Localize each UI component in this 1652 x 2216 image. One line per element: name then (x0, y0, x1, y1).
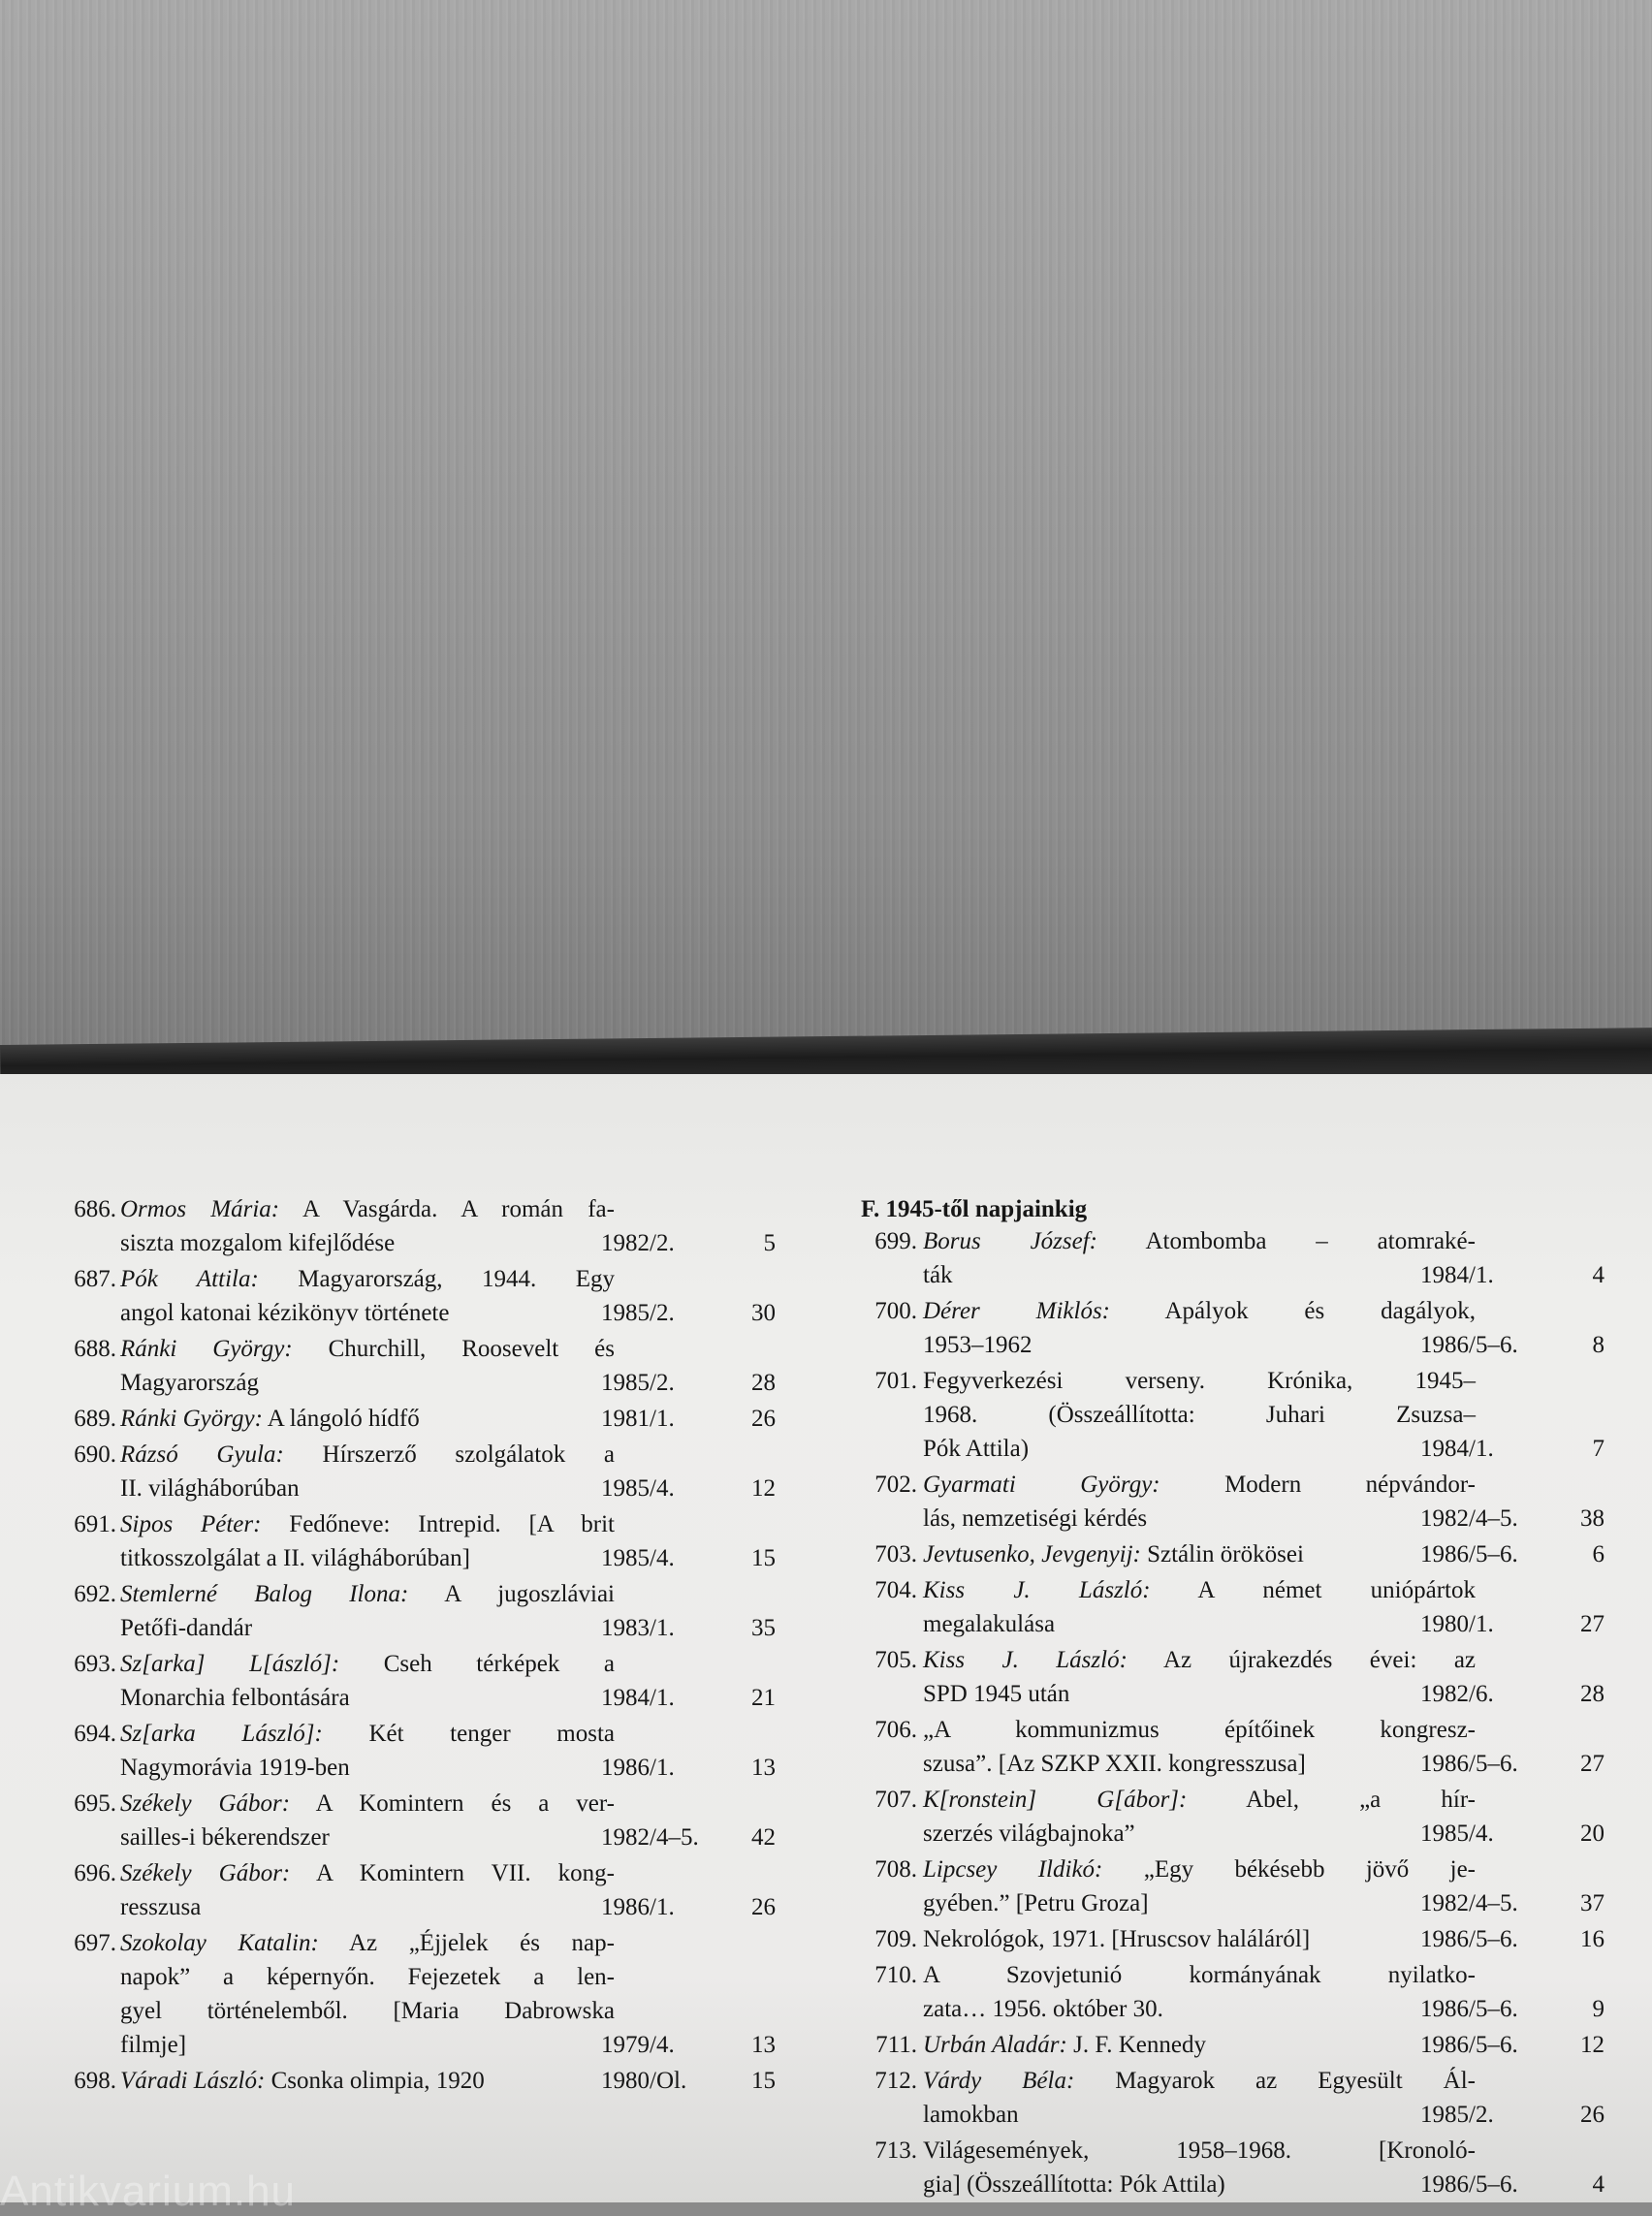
entry-number: 690. (74, 1441, 116, 1468)
entry-title-line: A Szovjetunió kormányának nyilatko- (923, 1962, 1476, 1988)
entry-title-line: megalakulása (923, 1611, 1056, 1637)
bibliography-entry (853, 1573, 1629, 1641)
watermark-text: Antikvarium.hu (0, 2168, 297, 2215)
entry-page: 12 (1580, 2032, 1604, 2058)
entry-page: 6 (1592, 1541, 1604, 1567)
entry-title-line: Apályok és dagályok, (1110, 1298, 1476, 1324)
right-column (853, 1192, 1629, 2203)
entry-title-line: Csonka olimpia, 1920 (265, 2068, 485, 2094)
entry-number: 698. (74, 2068, 116, 2094)
entry-author: Ránki György: (120, 1406, 263, 1432)
left-column (39, 1192, 795, 2100)
entry-author: Borus József: (923, 1228, 1097, 1254)
bibliography-entry (853, 1783, 1629, 1851)
entry-issue: 1982/2. (601, 1230, 675, 1256)
entry-page: 38 (1580, 1505, 1604, 1532)
bibliography-entry (39, 1647, 795, 1715)
entry-number: 691. (74, 1511, 116, 1537)
entry-number: 700. (874, 1298, 917, 1324)
entry-title-line: Sztálin örökösei (1140, 1541, 1304, 1567)
entry-number: 699. (874, 1228, 917, 1254)
entry-issue: 1985/4. (1420, 1820, 1494, 1847)
entry-author: Pók Attila: (120, 1266, 259, 1292)
bibliography-entry (853, 1468, 1629, 1535)
entry-page: 30 (751, 1300, 776, 1326)
entry-issue: 1980/Ol. (601, 2068, 687, 2094)
entry-number: 687. (74, 1266, 116, 1292)
entry-issue: 1982/4–5. (1420, 1890, 1518, 1916)
entry-author: Rázsó Gyula: (120, 1441, 284, 1468)
entry-issue: 1986/5–6. (1420, 1926, 1518, 1952)
entry-title-line: A Komintern és a ver- (290, 1790, 615, 1817)
bibliography-entry (39, 1332, 795, 1400)
entry-title-line: A német uniópártok (1150, 1577, 1476, 1603)
entry-title-line: resszusa (120, 1894, 202, 1920)
entry-number: 708. (874, 1856, 917, 1883)
entry-issue: 1984/1. (601, 1685, 675, 1711)
section-heading: F. 1945-től napjainkig (861, 1196, 1088, 1222)
entry-number: 697. (74, 1930, 116, 1956)
bibliography-entry (853, 2064, 1629, 2132)
entry-page: 16 (1580, 1926, 1604, 1952)
entry-issue: 1985/2. (601, 1370, 675, 1396)
entry-author: Székely Gábor: (120, 1860, 291, 1886)
entry-title-line: lamokban (923, 2102, 1019, 2128)
bibliography-entry (853, 1922, 1629, 1956)
bibliography-entry (39, 1856, 795, 1924)
entry-title-line: Petőfi-dandár (120, 1615, 253, 1641)
entry-title-line: Hírszerző szolgálatok a (283, 1441, 616, 1468)
entry-number: 711. (875, 2032, 917, 2058)
entry-page: 4 (1592, 2171, 1604, 2198)
entry-number: 696. (74, 1860, 116, 1886)
entry-number: 688. (74, 1336, 116, 1362)
entry-issue: 1984/1. (1420, 1262, 1494, 1288)
entry-page: 26 (751, 1894, 776, 1920)
bibliography-entry (39, 1262, 795, 1330)
entry-author: Váradi László: (120, 2068, 266, 2094)
entry-number: 695. (74, 1790, 116, 1817)
entry-title-line: ták (923, 1262, 953, 1288)
bibliography-entry (39, 1787, 795, 1854)
entry-issue: 1986/5–6. (1420, 1332, 1518, 1358)
entry-title-line: Nekrológok, 1971. [Hruscsov haláláról] (923, 1926, 1311, 1952)
entry-author: Szokolay Katalin: (120, 1930, 319, 1956)
entry-issue: 1986/5–6. (1420, 1541, 1518, 1567)
entry-issue: 1979/4. (601, 2032, 675, 2058)
entry-page: 26 (751, 1406, 776, 1432)
entry-number: 703. (874, 1541, 917, 1567)
entry-number: 707. (874, 1787, 917, 1813)
entry-issue: 1984/1. (1420, 1436, 1494, 1462)
entry-author: K[ronstein] G[ábor]: (923, 1787, 1188, 1813)
entry-page: 27 (1580, 1751, 1604, 1777)
entry-number: 689. (74, 1406, 116, 1432)
entry-page: 13 (751, 1755, 776, 1781)
entry-author: Sipos Péter: (120, 1511, 262, 1537)
entry-page: 13 (751, 2032, 776, 2058)
entry-number: 694. (74, 1721, 116, 1747)
entry-title-line: zata… 1956. október 30. (923, 1996, 1163, 2022)
bibliography-entry (853, 1537, 1629, 1571)
entry-title-line: SPD 1945 után (923, 1681, 1070, 1707)
entry-issue: 1985/4. (601, 1545, 675, 1571)
bibliography-entry (853, 1958, 1629, 2026)
entry-page: 15 (751, 2068, 776, 2094)
bibliography-entry (39, 1507, 795, 1575)
entry-number: 692. (74, 1581, 116, 1607)
entry-title-line: Magyarország, 1944. Egy (258, 1266, 615, 1292)
bibliography-entry (39, 1926, 795, 2062)
bibliography-entry (39, 1402, 795, 1436)
bibliography-entry (853, 1224, 1629, 1292)
entry-issue: 1985/2. (601, 1300, 675, 1326)
entry-title-line: gyében.” [Petru Groza] (923, 1890, 1149, 1916)
entry-page: 7 (1592, 1436, 1604, 1462)
entry-page: 9 (1592, 1996, 1604, 2022)
bibliography-entry (853, 1643, 1629, 1711)
entry-page: 20 (1580, 1820, 1604, 1847)
entry-number: 705. (874, 1647, 917, 1673)
entry-issue: 1986/1. (601, 1894, 675, 1920)
entry-issue: 1986/1. (601, 1755, 675, 1781)
entry-number: 706. (874, 1717, 917, 1743)
entry-author: Székely Gábor: (120, 1790, 291, 1817)
entry-title-line: Magyarország (120, 1370, 259, 1396)
entry-title-line: filmje] (120, 2032, 187, 2058)
entry-page: 27 (1580, 1611, 1604, 1637)
entry-title-line: Világesemények, 1958–1968. [Kronoló- (923, 2137, 1476, 2164)
bibliography-entry (853, 1852, 1629, 1920)
entry-issue: 1986/5–6. (1420, 1751, 1518, 1777)
entry-title-line: Az „Éjjelek és nap- (318, 1930, 615, 1956)
entry-title-line: „A kommunizmus építőinek kongresz- (923, 1717, 1476, 1743)
entry-title-line: Cseh térképek a (339, 1651, 616, 1677)
bibliography-entry (39, 1577, 795, 1645)
desk-surface (0, 0, 1652, 1076)
entry-page: 35 (751, 1615, 776, 1641)
entry-number: 686. (74, 1196, 116, 1222)
entry-page: 12 (751, 1475, 776, 1502)
entry-title-line: Két tenger mosta (322, 1721, 615, 1747)
bibliography-entry (853, 2134, 1629, 2201)
entry-author: Dérer Miklós: (923, 1298, 1110, 1324)
entry-title-line: napok” a képernyőn. Fejezetek a len- (120, 1964, 615, 1990)
entry-issue: 1986/5–6. (1420, 2171, 1518, 2198)
entry-title-line: „Egy békésebb jövő je- (1102, 1856, 1476, 1883)
entry-author: Gyarmati György: (923, 1472, 1160, 1498)
entry-page: 4 (1592, 1262, 1604, 1288)
entry-title-line: gyel történelemből. [Maria Dabrowska (120, 1998, 615, 2024)
bibliography-entry (853, 1294, 1629, 1362)
entry-number: 712. (874, 2068, 917, 2094)
entry-author: Ormos Mária: (120, 1196, 280, 1222)
entry-page: 28 (1580, 1681, 1604, 1707)
entry-title-line: J. F. Kennedy (1066, 2032, 1206, 2058)
entry-title-line: A Vasgárda. A román fa- (279, 1196, 615, 1222)
entry-author: Kiss J. László: (923, 1647, 1128, 1673)
entry-page: 21 (751, 1685, 776, 1711)
entry-issue: 1985/2. (1420, 2102, 1494, 2128)
entry-author: Urbán Aladár: (923, 2032, 1067, 2058)
entry-title-line: titkosszolgálat a II. világháborúban] (120, 1545, 470, 1571)
bibliography-entry (39, 1438, 795, 1505)
entry-title-line: Nagymorávia 1919-ben (120, 1755, 350, 1781)
entry-number: 709. (874, 1926, 917, 1952)
entry-title-line: Modern népvándor- (1160, 1472, 1476, 1498)
entry-author: Ránki György: (120, 1336, 293, 1362)
entry-number: 702. (874, 1472, 917, 1498)
entry-page: 26 (1580, 2102, 1604, 2128)
entry-issue: 1981/1. (601, 1406, 675, 1432)
entry-issue: 1986/5–6. (1420, 2032, 1518, 2058)
bibliography-entry (39, 1192, 795, 1260)
bibliography-entry (853, 1364, 1629, 1466)
entry-page: 37 (1580, 1890, 1604, 1916)
entry-title-line: A lángoló hídfő (262, 1406, 420, 1432)
book-page (0, 1074, 1652, 2202)
entry-title-line: 1968. (Összeállította: Juhari Zsuzsa– (923, 1402, 1476, 1428)
bibliography-entry (853, 1713, 1629, 1781)
bibliography-entry (853, 2028, 1629, 2062)
entry-title-line: szerzés világbajnoka” (923, 1820, 1135, 1847)
entry-title-line: szusa”. [Az SZKP XXII. kongresszusa] (923, 1751, 1306, 1777)
entry-author: Lipcsey Ildikó: (923, 1856, 1103, 1883)
entry-issue: 1986/5–6. (1420, 1996, 1518, 2022)
entry-issue: 1985/4. (601, 1475, 675, 1502)
entry-number: 710. (874, 1962, 917, 1988)
entry-title-line: Az újrakezdés évei: az (1127, 1647, 1477, 1673)
entry-title-line: II. világháborúban (120, 1475, 300, 1502)
entry-page: 5 (763, 1230, 776, 1256)
entry-title-line: A Komintern VII. kong- (290, 1860, 615, 1886)
entry-page: 8 (1592, 1332, 1604, 1358)
entry-issue: 1980/1. (1420, 1611, 1494, 1637)
entry-number: 693. (74, 1651, 116, 1677)
entry-title-line: Fegyverkezési verseny. Krónika, 1945– (923, 1368, 1476, 1394)
entry-title-line: sailles-i békerendszer (120, 1824, 330, 1851)
entry-title-line: Fedőneve: Intrepid. [A brit (261, 1511, 615, 1537)
entry-issue: 1982/4–5. (1420, 1505, 1518, 1532)
entry-title-line: Abel, „a hír- (1187, 1787, 1477, 1813)
entry-page: 42 (751, 1824, 776, 1851)
entry-author: Sz[arka] L[ászló]: (120, 1651, 340, 1677)
entry-author: Sz[arka László]: (120, 1721, 323, 1747)
entry-title-line: Churchill, Roosevelt és (292, 1336, 615, 1362)
entry-issue: 1982/6. (1420, 1681, 1494, 1707)
entry-title-line: lás, nemzetiségi kérdés (923, 1505, 1148, 1532)
entry-issue: 1982/4–5. (601, 1824, 699, 1851)
entry-title-line: angol katonai kézikönyv története (120, 1300, 450, 1326)
entry-issue: 1983/1. (601, 1615, 675, 1641)
entry-number: 713. (874, 2137, 917, 2164)
entry-title-line: A jugoszláviai (408, 1581, 615, 1607)
entry-author: Stemlerné Balog Ilona: (120, 1581, 409, 1607)
entry-number: 704. (874, 1577, 917, 1603)
entry-title-line: Magyarok az Egyesült Ál- (1074, 2068, 1476, 2094)
entry-author: Várdy Béla: (923, 2068, 1075, 2094)
entry-number: 701. (874, 1368, 917, 1394)
bibliography-entry (39, 2064, 795, 2098)
entry-title-line: siszta mozgalom kifejlődése (120, 1230, 396, 1256)
entry-author: Kiss J. László: (923, 1577, 1151, 1603)
entry-title-line: Monarchia felbontására (120, 1685, 350, 1711)
entry-author: Jevtusenko, Jevgenyij: (923, 1541, 1141, 1567)
bibliography-entry (39, 1717, 795, 1785)
entry-title-line: Pók Attila) (923, 1436, 1030, 1462)
entry-page: 15 (751, 1545, 776, 1571)
entry-title-line: Atombomba – atomraké- (1097, 1228, 1476, 1254)
entry-title-line: 1953–1962 (923, 1332, 1032, 1358)
entry-page: 28 (751, 1370, 776, 1396)
entry-title-line: gia] (Összeállította: Pók Attila) (923, 2171, 1225, 2198)
